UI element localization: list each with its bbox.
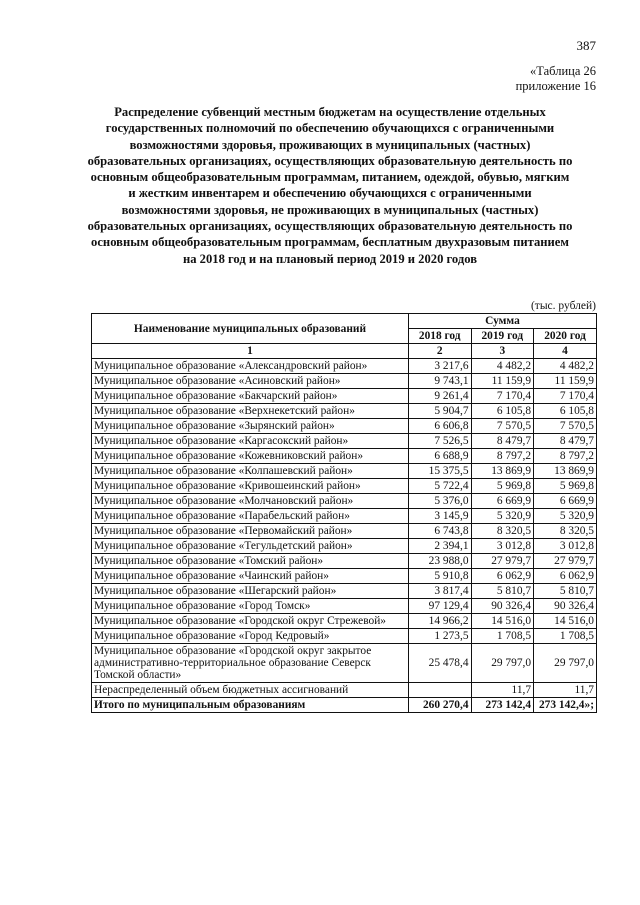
table-row [92,683,597,698]
row-value-2019: 6 105,8 [471,404,534,419]
row-name-cell: Муниципальное образование «Городской округ закрытое административно-территориальное образование Северск Томской области» [92,644,409,683]
row-value-2020: 90 326,4 [534,599,597,614]
row-name-cell: Муниципальное образование «Каргасокский район» [92,434,409,449]
row-value-2019: 6 062,9 [471,569,534,584]
column-number-3: 3 [471,344,534,359]
row-name-cell: Муниципальное образование «Асиновский район» [92,374,409,389]
row-value-2018: 5 722,4 [408,479,471,494]
total-name-cell: Итого по муниципальным образованиям [92,698,409,713]
row-value-2018: 9 261,4 [408,389,471,404]
header-name: Наименование муниципальных образований [92,314,409,344]
row-value-2020: 5 810,7 [534,584,597,599]
row-value-2020: 7 170,4 [534,389,597,404]
table-row [92,524,597,539]
row-value-2020: 13 869,9 [534,464,597,479]
row-value-2020: 6 105,8 [534,404,597,419]
table-reference-line-2: приложение 16 [515,79,596,93]
table-row [92,629,597,644]
row-name-cell: Муниципальное образование «Молчановский район» [92,494,409,509]
row-value-2019: 8 479,7 [471,434,534,449]
row-name-cell: Нераспределенный объем бюджетных ассигнований [92,683,409,698]
units-label: (тыс. рублей) [530,300,596,312]
row-value-2018: 23 988,0 [408,554,471,569]
row-name-cell: Муниципальное образование «Бакчарский район» [92,389,409,404]
row-name-cell: Муниципальное образование «Город Кедровый» [92,629,409,644]
row-value-2019: 5 969,8 [471,479,534,494]
row-value-2018: 5 376,0 [408,494,471,509]
row-value-2020: 11,7 [534,683,597,698]
table-row [92,509,597,524]
row-name-cell: Муниципальное образование «Тегульдетский район» [92,539,409,554]
row-name-cell: Муниципальное образование «Кожевниковский район» [92,449,409,464]
row-value-2020: 8 797,2 [534,449,597,464]
row-value-2020: 3 012,8 [534,539,597,554]
row-value-2018: 1 273,5 [408,629,471,644]
row-value-2019: 13 869,9 [471,464,534,479]
row-value-2018: 14 966,2 [408,614,471,629]
document-title: Распределение субвенций местным бюджетам на осуществление отдельных государственных полномочий по обеспечению обучающихся с ограниченными возможностями здоровья, проживающих в муниципальных (частных) образовательных организациях, осуществляющих образовательную деятельность по основным общеобразовательным программам, питанием, одеждой, обувью, мягким и жестким инвентарем и обеспечению обучающихся с ограниченными возможностями здоровья, не проживающих в муниципальных (частных) образовательных организациях, осуществляющих образовательную деятельность по основным общеобразовательным программам, бесплатным двухразовым питанием на 2018 год и на плановый период 2019 и 2020 годов [87,105,573,266]
row-value-2018: 2 394,1 [408,539,471,554]
table-row [92,374,597,389]
row-value-2018: 3 817,4 [408,584,471,599]
row-name-cell: Муниципальное образование «Город Томск» [92,599,409,614]
row-value-2019: 7 570,5 [471,419,534,434]
row-value-2018: 3 217,6 [408,359,471,374]
table-row [92,554,597,569]
row-value-2018: 7 526,5 [408,434,471,449]
row-value-2018: 6 743,8 [408,524,471,539]
subvention-table [91,313,597,713]
row-value-2019: 6 669,9 [471,494,534,509]
table-row [92,434,597,449]
row-value-2020: 4 482,2 [534,359,597,374]
row-value-2019: 29 797,0 [471,644,534,683]
table-row [92,599,597,614]
table-row [92,479,597,494]
row-name-cell: Муниципальное образование «Парабельский район» [92,509,409,524]
row-value-2019: 90 326,4 [471,599,534,614]
column-number-1: 1 [92,344,409,359]
page-number: 387 [576,38,596,53]
row-value-2020: 27 979,7 [534,554,597,569]
row-value-2019: 7 170,4 [471,389,534,404]
row-value-2019: 3 012,8 [471,539,534,554]
row-value-2018: 97 129,4 [408,599,471,614]
column-number-2: 2 [408,344,471,359]
total-value-2018: 260 270,4 [408,698,471,713]
row-name-cell: Муниципальное образование «Городской округ Стрежевой» [92,614,409,629]
row-value-2019: 1 708,5 [471,629,534,644]
table-body [92,359,597,713]
row-value-2019: 4 482,2 [471,359,534,374]
table-row [92,614,597,629]
row-name-cell: Муниципальное образование «Зырянский район» [92,419,409,434]
table-row [92,449,597,464]
row-value-2019: 27 979,7 [471,554,534,569]
table-row [92,464,597,479]
table-reference-line-1: «Таблица 26 [530,64,596,78]
table-row [92,569,597,584]
row-value-2020: 11 159,9 [534,374,597,389]
row-value-2020: 6 062,9 [534,569,597,584]
header-year-2019: 2019 год [471,329,534,344]
table-row [92,494,597,509]
table-row [92,644,597,683]
row-value-2020: 29 797,0 [534,644,597,683]
row-value-2020: 7 570,5 [534,419,597,434]
table-total-row [92,698,597,713]
table-row [92,359,597,374]
row-value-2018: 5 910,8 [408,569,471,584]
row-value-2018: 9 743,1 [408,374,471,389]
table-header-row [92,314,597,329]
row-value-2020: 8 320,5 [534,524,597,539]
table-row [92,389,597,404]
row-value-2018: 6 688,9 [408,449,471,464]
total-value-2020: 273 142,4»; [534,698,597,713]
row-value-2020: 14 516,0 [534,614,597,629]
table-row [92,539,597,554]
row-value-2018: 5 904,7 [408,404,471,419]
row-value-2020: 1 708,5 [534,629,597,644]
row-value-2020: 5 969,8 [534,479,597,494]
column-number-4: 4 [534,344,597,359]
row-value-2019: 8 320,5 [471,524,534,539]
row-value-2019: 14 516,0 [471,614,534,629]
row-value-2020: 5 320,9 [534,509,597,524]
table-row [92,404,597,419]
row-value-2020: 8 479,7 [534,434,597,449]
row-value-2019: 11,7 [471,683,534,698]
row-value-2019: 5 810,7 [471,584,534,599]
row-value-2018 [408,683,471,698]
row-name-cell: Муниципальное образование «Шегарский район» [92,584,409,599]
row-name-cell: Муниципальное образование «Чаинский район» [92,569,409,584]
table-row [92,419,597,434]
row-name-cell: Муниципальное образование «Верхнекетский район» [92,404,409,419]
row-value-2018: 25 478,4 [408,644,471,683]
header-year-2018: 2018 год [408,329,471,344]
header-sum: Сумма [408,314,596,329]
row-value-2020: 6 669,9 [534,494,597,509]
row-value-2018: 15 375,5 [408,464,471,479]
row-value-2018: 6 606,8 [408,419,471,434]
row-value-2019: 11 159,9 [471,374,534,389]
row-name-cell: Муниципальное образование «Первомайский район» [92,524,409,539]
table-column-numbers-row [92,344,597,359]
row-value-2019: 5 320,9 [471,509,534,524]
header-year-2020: 2020 год [534,329,597,344]
row-name-cell: Муниципальное образование «Колпашевский район» [92,464,409,479]
table-row [92,584,597,599]
row-name-cell: Муниципальное образование «Томский район» [92,554,409,569]
row-name-cell: Муниципальное образование «Кривошеинский район» [92,479,409,494]
row-value-2018: 3 145,9 [408,509,471,524]
row-value-2019: 8 797,2 [471,449,534,464]
row-name-cell: Муниципальное образование «Александровский район» [92,359,409,374]
total-value-2019: 273 142,4 [471,698,534,713]
table-reference [516,64,596,94]
